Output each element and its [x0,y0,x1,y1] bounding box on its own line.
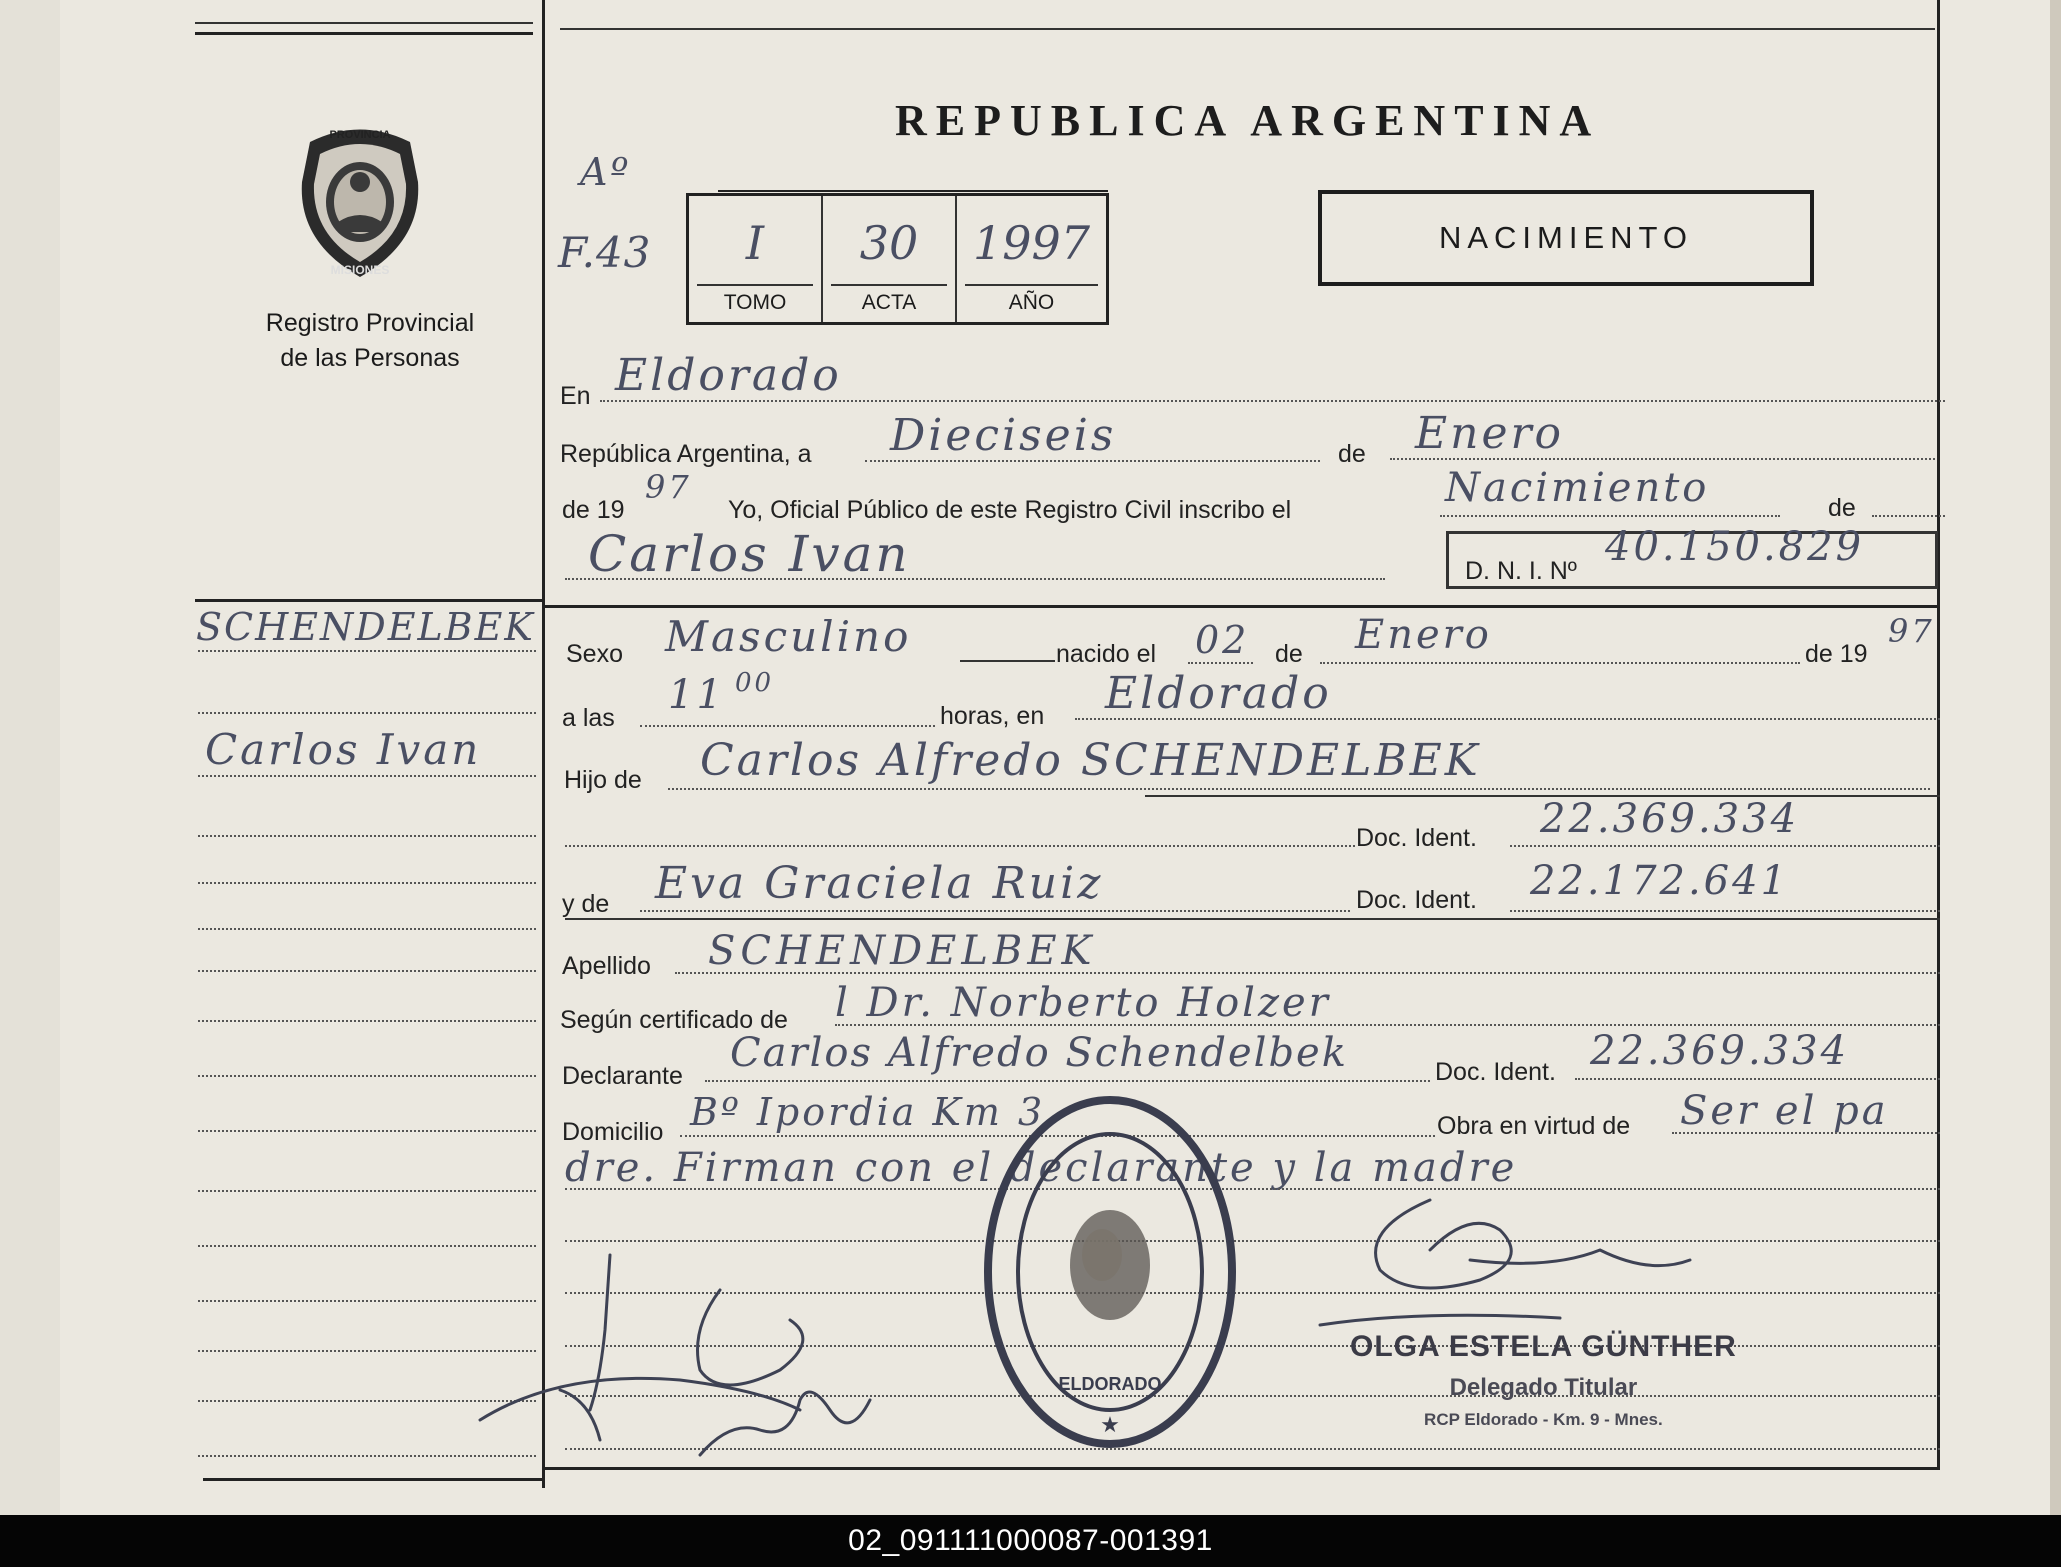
acta-cell [823,196,957,322]
yo-label: Yo, Oficial Público de este Registro Civil inscribo el [728,496,1292,524]
year-prefix-label: de 19 [562,496,625,524]
declarante-value: Carlos Alfredo Schendelbek [730,1030,1348,1076]
tomo-label: TOMO [723,291,787,314]
father-doc-line [1510,845,1940,847]
father-doc: 22.369.334 [1540,796,1800,842]
top-rule-right [560,28,1935,30]
obra-line [1672,1132,1940,1134]
birth-year-prefix: de 19 [1805,640,1868,668]
month-line [1390,458,1935,460]
en-line [600,400,1945,402]
name-line [565,578,1385,580]
declarante-label: Declarante [562,1062,683,1090]
mother-doc-line [1510,910,1940,912]
bottom-border-right [545,1467,1940,1470]
anio-value: 1997 [972,216,1091,270]
hour-line [640,725,935,727]
anio-label: AÑO [1008,291,1055,314]
tomo-value: I [745,216,765,270]
margin-line-8 [198,1020,536,1022]
inscribe-line [1440,515,1780,517]
official-name: OLGA ESTELA GÜNTHER [1350,1330,1737,1363]
birth-place: Eldorado [1105,668,1332,719]
birth-day-line [1188,662,1253,664]
father-name-line [668,788,1930,790]
act-type-box: NACIMIENTO [1318,190,1814,286]
page-left-margin [0,0,60,1515]
year-suffix: 97 [645,468,692,506]
margin-surname: SCHENDELBEK [196,605,535,649]
acta-rule [831,284,947,286]
republica-label: República Argentina, a [560,440,812,468]
hour-sup: 00 [735,668,775,698]
sexo-line [960,660,1055,662]
country-title: REPUBLICA ARGENTINA [895,96,1601,145]
obra-label: Obra en virtud de [1437,1112,1631,1140]
de-label-2: de [1828,494,1856,522]
en-label: En [560,382,591,410]
section-separator [545,605,1940,608]
mother-doc: 22.172.641 [1530,858,1790,904]
y-de-label: y de [562,890,610,918]
margin-line-13 [198,1300,536,1302]
birth-place-line [1075,718,1940,720]
anio-rule [965,284,1098,286]
registry-name-line1: Registro Provincial [265,309,475,337]
tomo-cell [689,196,823,322]
provincial-seal-icon [290,122,430,282]
book-reference-box [686,193,1109,325]
blank-line-5 [565,1448,1940,1450]
margin-line-2 [198,712,536,714]
mother-doc-label: Doc. Ident. [1356,886,1477,914]
margin-line-1 [198,650,536,652]
inscribe-value: Nacimiento [1445,465,1710,511]
margin-line-5 [198,882,536,884]
birth-day: 02 [1195,618,1250,662]
svg-text:MISIONES: MISIONES [330,263,390,277]
father-name: Carlos Alfredo SCHENDELBEK [700,735,1481,786]
dni-value: 40.150.829 [1605,524,1865,570]
official-role: Delegado Titular [1449,1374,1638,1401]
tomo-rule [697,284,813,286]
apellido-label: Apellido [562,952,651,980]
birth-year-suffix: 97 [1888,612,1935,650]
stamp-city: ELDORADO [1058,1374,1162,1394]
svg-text:PROVINCIA: PROVINCIA [329,129,391,141]
hijo-label: Hijo de [564,766,642,794]
margin-line-14 [198,1350,536,1352]
month-value: Enero [1415,408,1565,459]
birth-month-line [1320,662,1800,664]
image-id-footer: 02_091111000087-001391 [0,1515,2061,1567]
official-office: RCP Eldorado - Km. 9 - Mnes. [1424,1410,1663,1429]
acta-value: 30 [859,216,919,270]
margin-line-12 [198,1245,536,1247]
horas-label: horas, en [940,702,1045,730]
obra-value: Ser el pa [1680,1088,1889,1134]
declarante-doc-label: Doc. Ident. [1435,1058,1556,1086]
margin-line-6 [198,928,536,930]
name-value: Carlos Ivan [588,525,911,583]
top-border-left [195,32,533,35]
top-rule-left [195,22,533,24]
registry-name [215,306,525,376]
blank-line-1 [565,1240,1940,1242]
column-divider [542,0,545,1488]
father-doc-lead-line [565,845,1355,847]
blank-line-2 [565,1292,1940,1294]
right-border [1937,0,1940,1470]
de-line-2 [1872,515,1945,517]
apellido-value: SCHENDELBEK [708,928,1097,974]
declarante-doc: 22.369.334 [1590,1028,1850,1074]
certificado-value: l Dr. Norberto Holzer [835,980,1331,1026]
father-doc-label: Doc. Ident. [1356,824,1477,852]
sexo-value: Masculino [665,612,912,661]
margin-line-4 [198,835,536,837]
mother-name: Eva Graciela Ruiz [655,858,1104,909]
mother-name-line [640,910,1350,912]
margin-note-year: Aº [580,150,632,194]
certificado-line [835,1024,1940,1026]
continuation-text: dre. Firman con el declarante y la madre [565,1145,1518,1191]
day-line [865,460,1320,462]
month-de-label: de [1338,440,1366,468]
margin-line-16 [198,1455,536,1457]
mother-rule [565,918,1940,920]
page-right-edge [2050,0,2061,1515]
registry-stamp-icon [980,1090,1240,1455]
margin-line-9 [198,1075,536,1077]
acta-label: ACTA [861,291,917,314]
birth-month-de-label: de [1275,640,1303,668]
registry-name-line2: de las Personas [280,344,460,372]
anio-cell [957,196,1106,322]
official-block [1350,1330,1737,1430]
margin-separator [195,599,542,602]
margin-line-10 [198,1130,536,1132]
sexo-label: Sexo [566,640,623,668]
domicilio-label: Domicilio [562,1118,664,1146]
book-box-top-rule [718,190,1108,192]
birth-month: Enero [1355,612,1492,658]
margin-line-11 [198,1190,536,1192]
certificado-label: Según certificado de [560,1006,788,1034]
margin-line-7 [198,970,536,972]
declarante-doc-line [1575,1078,1940,1080]
margin-note-folio: F.43 [558,228,652,277]
nacido-label: nacido el [1056,640,1157,668]
en-value: Eldorado [615,350,842,401]
bottom-border-left [203,1478,543,1481]
apellido-line [675,972,1940,974]
margin-line-3 [198,775,536,777]
day-value: Dieciseis [890,410,1117,461]
svg-text:★: ★ [1100,1412,1120,1437]
domicilio-value: Bº Ipordia Km 3 [690,1090,1046,1134]
hour-value: 11 [668,672,725,718]
declarante-line [705,1080,1430,1082]
dni-label: D. N. I. Nº [1465,557,1577,585]
continuation-line [565,1188,1940,1190]
margin-line-15 [198,1400,536,1402]
a-las-label: a las [562,704,615,732]
margin-given-names: Carlos Ivan [205,725,482,774]
